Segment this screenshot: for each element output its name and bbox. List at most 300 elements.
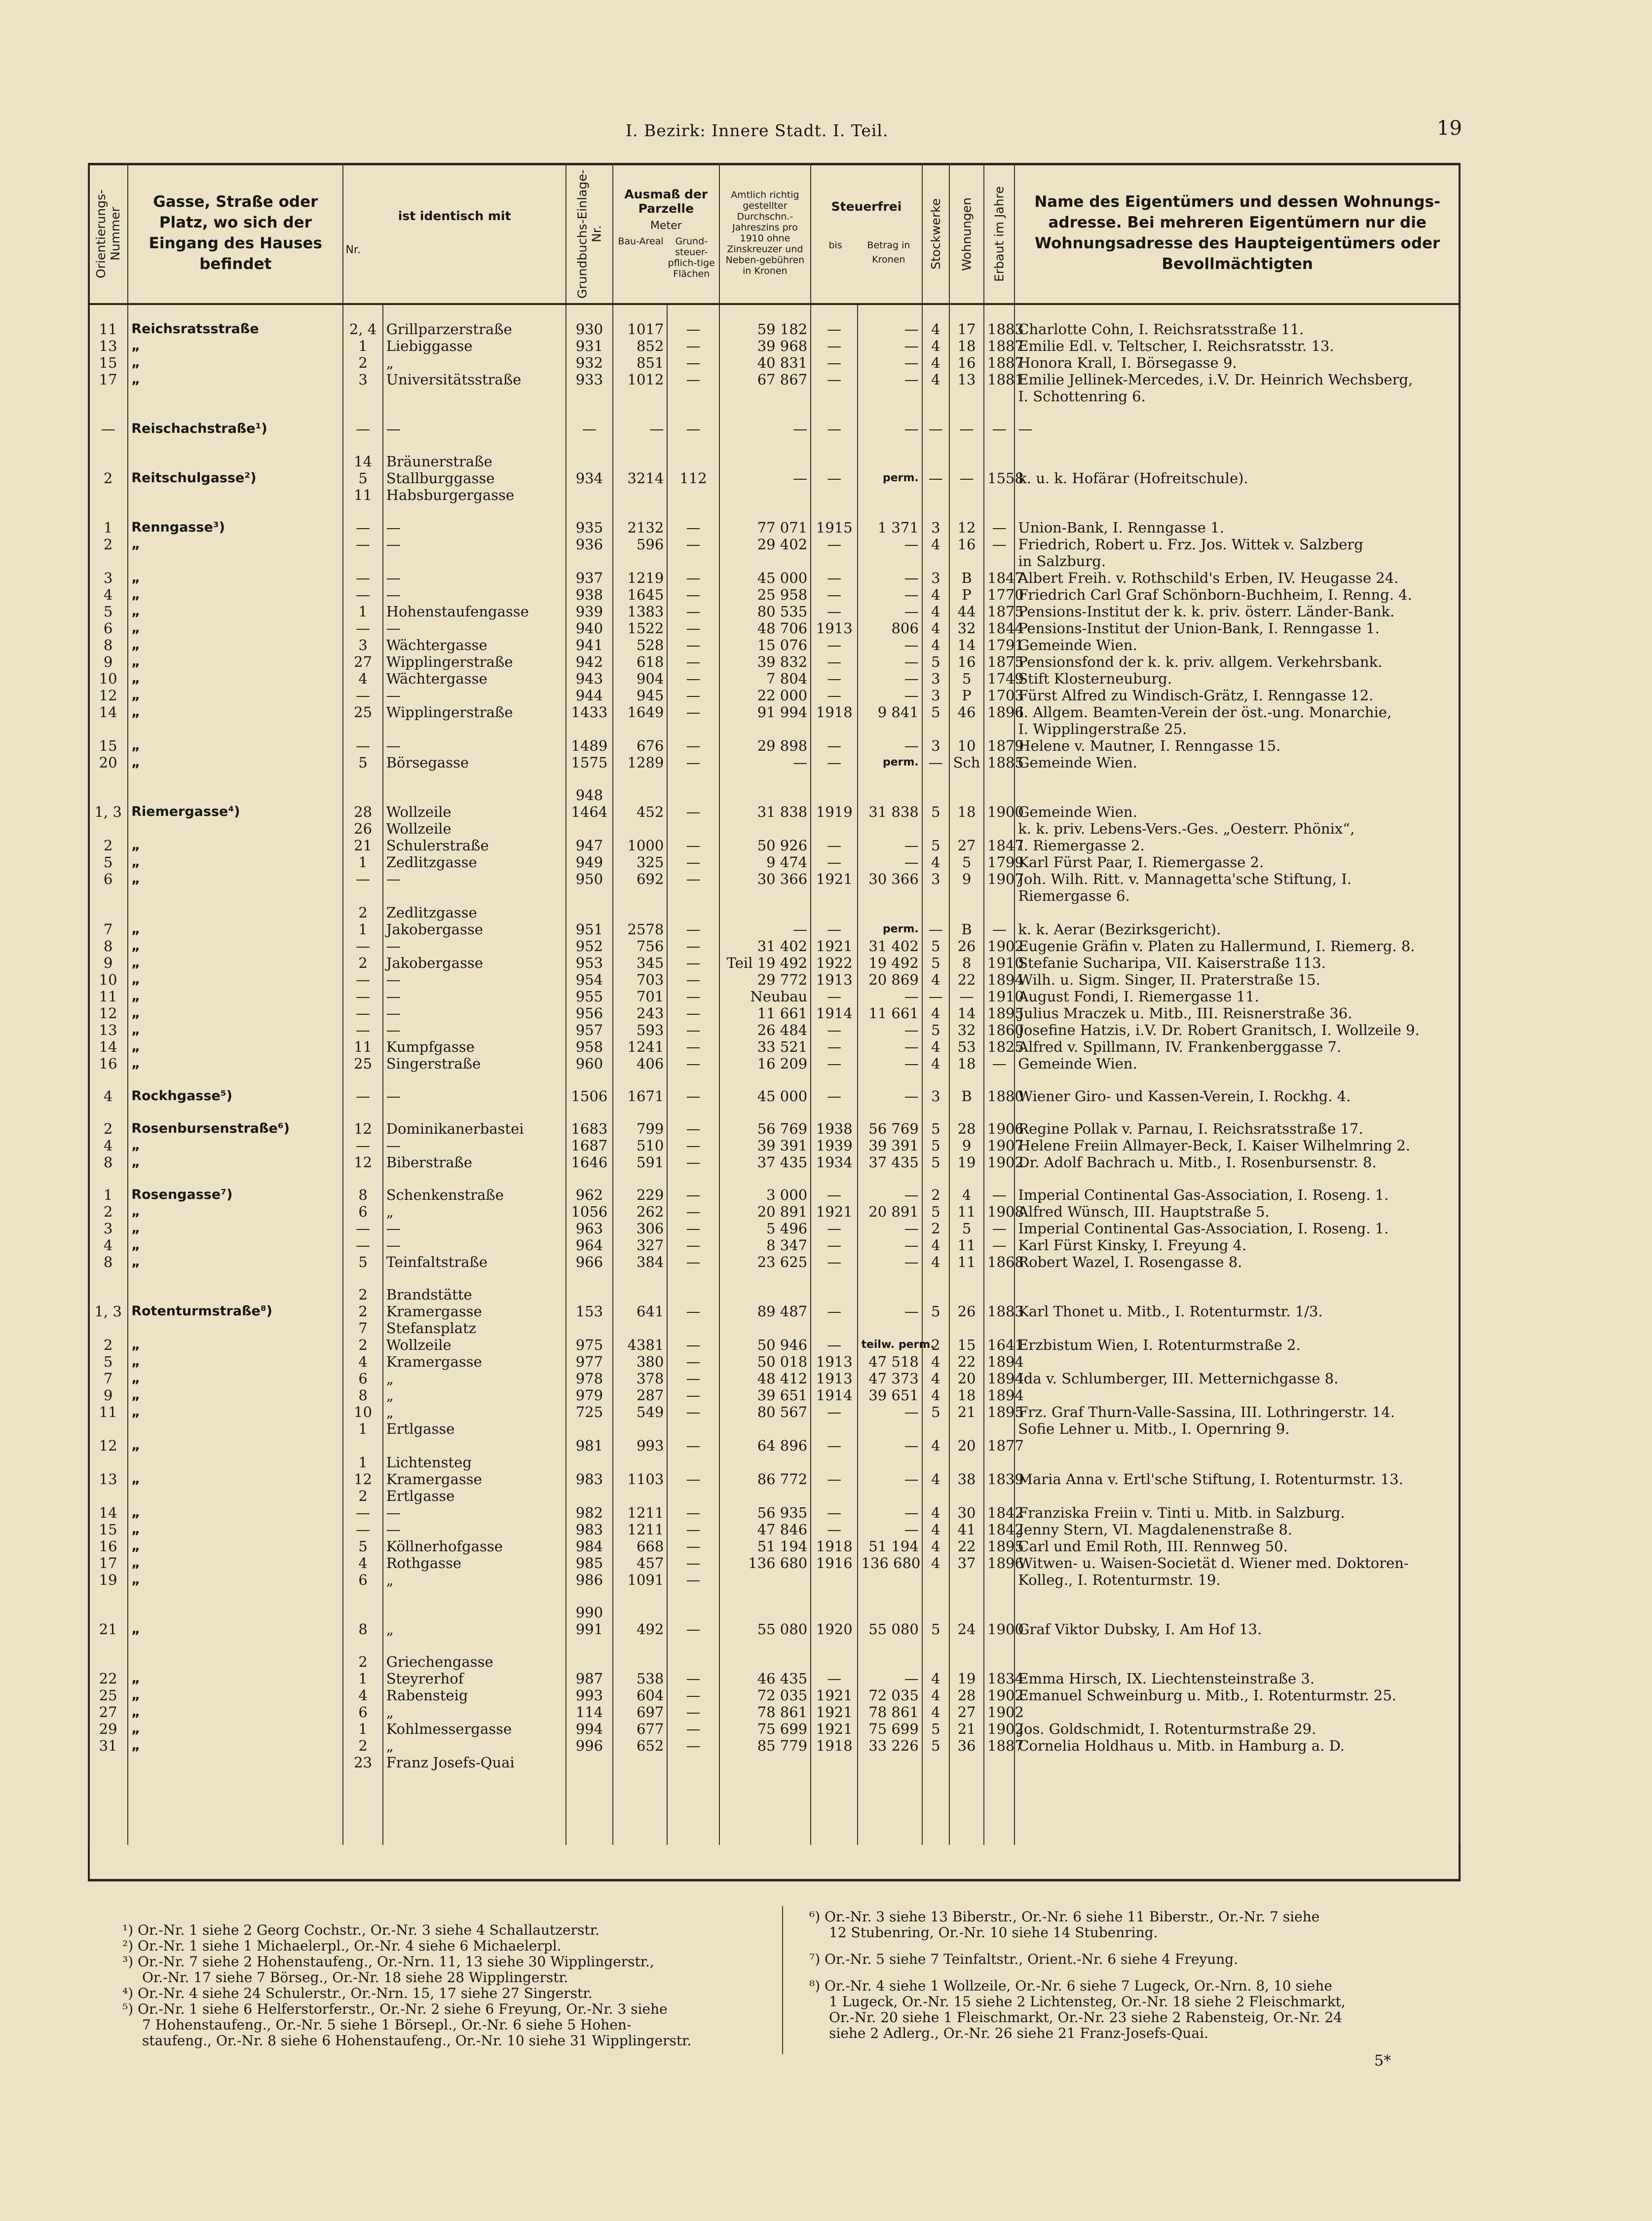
identical-cell: — [383,1005,566,1022]
nr-cell [343,405,382,421]
zins-cell: Teil 19 492 [719,955,811,971]
steuerfrei-bis-cell: 1921 [811,871,858,887]
grundflaeche-cell [667,1638,719,1653]
owner-cell: Robert Wazel, I. Rosengasse 8. [1014,1254,1460,1270]
zins-cell: — [719,754,811,771]
owner-cell: Emilie Jellinek-Mercedes, i.V. Dr. Heinrich Wechsberg, [1014,371,1460,388]
identical-cell: Wächtergasse [383,637,566,653]
identical-cell [383,787,566,804]
table-row [88,354,1460,371]
nr-cell [343,1105,382,1120]
owner-cell: Josefine Hatzis, i.V. Dr. Robert Granitsch, I. Wollzeile 9. [1014,1022,1460,1038]
street-cell: „ [128,1055,343,1072]
betrag-cell: — [858,1471,922,1488]
table-row [88,1286,1460,1303]
bauareal-cell: 406 [613,1055,667,1072]
erbaut-cell: 1894 [984,1387,1014,1404]
identical-cell [383,1072,566,1088]
nr-cell: 12 [343,1154,382,1171]
steuerfrei-bis-cell: — [811,653,858,670]
zins-cell [719,1320,811,1337]
empty-cell [667,1771,719,1845]
identical-cell [383,887,566,904]
wohnungen-cell: 38 [949,1471,984,1488]
owner-cell: Graf Viktor Dubsky, I. Am Hof 13. [1014,1621,1460,1638]
street-cell: Rockhgasse⁵) [128,1088,343,1105]
erbaut-cell: 1877 [984,1437,1014,1454]
nr-cell: 1 [343,603,382,620]
bauareal-cell: 652 [613,1737,667,1754]
stockwerke-cell: 5 [922,804,949,820]
grundflaeche-cell [667,887,719,904]
stockwerke-cell [922,1320,949,1337]
bauareal-cell: 306 [613,1220,667,1237]
grundbuch-cell: 950 [566,871,613,887]
owner-cell: Friedrich Carl Graf Schönborn-Buchheim, I. Renng. 4. [1014,586,1460,603]
zins-cell: 72 035 [719,1687,811,1704]
grundflaeche-cell: — [667,1220,719,1237]
grundbuch-cell: 939 [566,603,613,620]
orient-cell: 2 [88,470,128,487]
bauareal-cell: 692 [613,871,667,887]
street-cell: „ [128,1471,343,1488]
stockwerke-cell: 2 [922,1337,949,1353]
owner-cell: Ida v. Schlumberger, III. Metternichgasse 8. [1014,1370,1460,1387]
orient-cell [88,904,128,921]
wohnungen-cell [949,1105,984,1120]
owner-cell: Imperial Continental Gas-Association, I. Roseng. 1. [1014,1187,1460,1203]
grundbuch-cell: 962 [566,1187,613,1203]
identical-cell [383,1604,566,1621]
grundflaeche-cell: — [667,536,719,553]
stockwerke-cell [922,904,949,921]
erbaut-cell [984,405,1014,421]
zins-cell [719,1571,811,1588]
bauareal-cell: 701 [613,988,667,1005]
orient-cell: 4 [88,1137,128,1154]
grundflaeche-cell: — [667,1337,719,1353]
steuerfrei-bis-cell [811,1638,858,1653]
grundflaeche-cell [667,388,719,405]
zins-cell: 51 194 [719,1538,811,1555]
betrag-cell: — [858,1521,922,1538]
nr-cell: 5 [343,1254,382,1270]
orient-cell: 21 [88,1621,128,1638]
zins-cell: 33 521 [719,1038,811,1055]
grundbuch-cell: 983 [566,1471,613,1488]
bauareal-cell: 1289 [613,754,667,771]
col-identisch-label: ist identisch mit [398,209,511,223]
signature-mark: 5* [1374,2052,1391,2069]
grundflaeche-cell [667,1072,719,1088]
zins-cell [719,388,811,405]
orient-cell [88,771,128,787]
street-cell: „ [128,653,343,670]
wohnungen-cell [949,304,984,321]
empty-cell [566,1771,613,1845]
owner-cell: I. Allgem. Beamten-Verein der öst.-ung. Monarchie, [1014,704,1460,721]
wohnungen-cell [949,904,984,921]
stockwerke-cell [922,1638,949,1653]
identical-cell: Rabensteig [383,1687,566,1704]
erbaut-cell: 1895 [984,1005,1014,1022]
stockwerke-cell: 4 [922,1704,949,1721]
orient-cell: 19 [88,1571,128,1588]
street-cell: „ [128,586,343,603]
identical-cell: Schenkenstraße [383,1187,566,1203]
bauareal-cell: 668 [613,1538,667,1555]
owner-cell: Cornelia Holdhaus u. Mitb. in Hamburg a. D. [1014,1737,1460,1754]
grundbuch-cell [566,1171,613,1187]
street-cell: „ [128,971,343,988]
stockwerke-cell: 5 [922,837,949,854]
nr-cell: — [343,1005,382,1022]
stockwerke-cell: 4 [922,338,949,354]
stockwerke-cell: 5 [922,1120,949,1137]
zins-cell: 45 000 [719,1088,811,1105]
steuerfrei-bis-cell: — [811,1187,858,1203]
orient-cell: 5 [88,603,128,620]
betrag-cell: — [858,536,922,553]
street-cell: Riemergasse⁴) [128,804,343,820]
orient-cell [88,1638,128,1653]
orient-cell [88,887,128,904]
steuerfrei-bis-cell: 1934 [811,1154,858,1171]
bauareal-cell: 1219 [613,570,667,586]
grundbuch-cell [566,820,613,837]
erbaut-cell: 1881 [984,371,1014,388]
wohnungen-cell: 15 [949,1337,984,1353]
erbaut-cell [984,771,1014,787]
owner-cell [1014,1638,1460,1653]
grundbuch-cell: 990 [566,1604,613,1621]
zins-cell: 31 838 [719,804,811,820]
nr-cell: 1 [343,1721,382,1737]
owner-cell: k. k. Aerar (Bezirksgericht). [1014,921,1460,938]
nr-cell: — [343,988,382,1005]
table-row [88,687,1460,704]
bauareal-cell [613,304,667,321]
wohnungen-cell: P [949,687,984,704]
orient-cell: 12 [88,1437,128,1454]
street-cell: „ [128,570,343,586]
grundbuch-cell: 1056 [566,1203,613,1220]
street-cell: „ [128,854,343,871]
bauareal-cell: 327 [613,1237,667,1254]
steuerfrei-bis-cell: 1914 [811,1387,858,1404]
wohnungen-cell: 22 [949,1538,984,1555]
stockwerke-cell [922,1454,949,1471]
orient-cell [88,1588,128,1604]
stockwerke-cell [922,553,949,570]
owner-cell [1014,1704,1460,1721]
erbaut-cell: 1894 [984,971,1014,988]
erbaut-cell: — [984,1220,1014,1237]
erbaut-cell [984,453,1014,470]
orient-cell [88,388,128,405]
betrag-cell: 30 366 [858,871,922,887]
nr-cell: — [343,871,382,887]
stockwerke-cell [922,1653,949,1670]
grundflaeche-cell: — [667,804,719,820]
identical-cell: Franz Josefs-Quai [383,1754,566,1771]
zins-cell [719,787,811,804]
wohnungen-cell [949,721,984,737]
steuerfrei-bis-cell: — [811,1038,858,1055]
wohnungen-cell: B [949,570,984,586]
stockwerke-cell [922,1270,949,1286]
street-cell: „ [128,1704,343,1721]
betrag-cell: 31 838 [858,804,922,820]
zins-cell: 39 391 [719,1137,811,1154]
steuerfrei-bis-cell: — [811,321,858,338]
identical-cell: — [383,1022,566,1038]
street-cell: „ [128,670,343,687]
nr-cell: — [343,1504,382,1521]
wohnungen-cell [949,1072,984,1088]
orient-cell: 16 [88,1538,128,1555]
betrag-cell: — [858,371,922,388]
nr-cell: 2 [343,1337,382,1353]
spacer-row [88,1588,1460,1604]
stockwerke-cell [922,887,949,904]
orient-cell: 17 [88,1555,128,1571]
erbaut-cell [984,887,1014,904]
table-row [88,553,1460,570]
erbaut-cell [984,1420,1014,1437]
stockwerke-cell: 4 [922,371,949,388]
nr-cell: 4 [343,1353,382,1370]
table-row [88,1120,1460,1137]
street-cell [128,437,343,453]
street-cell: Rotenturmstraße⁸) [128,1303,343,1320]
zins-cell: 7 804 [719,670,811,687]
street-cell: „ [128,1353,343,1370]
owner-cell [1014,1437,1460,1454]
identical-cell: Kumpfgasse [383,1038,566,1055]
grundbuch-cell [566,1653,613,1670]
nr-cell: 5 [343,1538,382,1555]
erbaut-cell: 1880 [984,1088,1014,1105]
identical-cell: Steyrerhof [383,1670,566,1687]
grundflaeche-cell: — [667,837,719,854]
zins-cell: 3 000 [719,1187,811,1203]
betrag-cell: — [858,637,922,653]
zins-cell: 77 071 [719,519,811,536]
bauareal-cell: 345 [613,955,667,971]
street-cell: „ [128,637,343,653]
wohnungen-cell: 28 [949,1120,984,1137]
street-cell [128,1286,343,1303]
bauareal-cell [613,1105,667,1120]
nr-cell: — [343,938,382,955]
steuerfrei-bis-cell: — [811,421,858,437]
steuerfrei-bis-cell: 1918 [811,704,858,721]
nr-cell: 21 [343,837,382,854]
orient-cell: 11 [88,1404,128,1420]
owner-cell [1014,1072,1460,1088]
owner-cell: Wilh. u. Sigm. Singer, II. Praterstraße 15. [1014,971,1460,988]
identical-cell [383,388,566,405]
grundbuch-cell [566,1420,613,1437]
nr-cell: — [343,971,382,988]
identical-cell [383,503,566,519]
wohnungen-cell: 18 [949,1055,984,1072]
grundflaeche-cell: — [667,1721,719,1737]
grundbuch-cell: 956 [566,1005,613,1022]
street-cell: Reichsratsstraße [128,321,343,338]
owner-cell [1014,503,1460,519]
wohnungen-cell: 10 [949,737,984,754]
grundbuch-cell [566,1286,613,1303]
grundbuch-cell [566,1638,613,1653]
identical-cell: „ [383,1704,566,1721]
steuerfrei-bis-cell: — [811,536,858,553]
col-erbaut: Erbaut im Jahre [984,163,1014,304]
owner-cell: August Fondi, I. Riemergasse 11. [1014,988,1460,1005]
grundflaeche-cell: — [667,1437,719,1454]
bauareal-cell: 1383 [613,603,667,620]
stockwerke-cell: 2 [922,1220,949,1237]
zins-cell [719,1420,811,1437]
erbaut-cell [984,904,1014,921]
grundbuch-cell: 944 [566,687,613,704]
stockwerke-cell: 4 [922,586,949,603]
spacer-row [88,1072,1460,1088]
identical-cell: Wächtergasse [383,670,566,687]
wohnungen-cell [949,553,984,570]
stockwerke-cell: 4 [922,1038,949,1055]
stockwerke-cell: — [922,470,949,487]
table-row [88,321,1460,338]
nr-cell [343,1437,382,1454]
owner-cell [1014,1754,1460,1771]
steuerfrei-bis-cell [811,1604,858,1621]
street-cell [128,1754,343,1771]
owner-cell [1014,1270,1460,1286]
spacer-row [88,304,1460,321]
col-identisch [343,163,565,304]
nr-cell [343,304,382,321]
wohnungen-cell [949,1638,984,1653]
erbaut-cell: 1900 [984,1621,1014,1638]
owner-cell [1014,904,1460,921]
table-row [88,787,1460,804]
street-cell: „ [128,603,343,620]
empty-cell [811,1771,858,1845]
identical-cell [383,1588,566,1604]
nr-cell: 23 [343,1754,382,1771]
wohnungen-cell: 26 [949,938,984,955]
col-ausmass-label: Ausmaß der Parzelle [624,187,708,216]
nr-cell: 11 [343,1038,382,1055]
table-row [88,1038,1460,1055]
stockwerke-cell: 3 [922,519,949,536]
owner-cell [1014,771,1460,787]
table-row [88,1022,1460,1038]
steuerfrei-bis-cell [811,1488,858,1504]
owner-cell: Alfred v. Spillmann, IV. Frankenberggasse 7. [1014,1038,1460,1055]
steuerfrei-bis-cell: — [811,1220,858,1237]
steuerfrei-bis-cell: — [811,1303,858,1320]
street-cell [128,453,343,470]
grundflaeche-cell: 112 [667,470,719,487]
orient-cell: 14 [88,704,128,721]
stockwerke-cell [922,1588,949,1604]
betrag-cell [858,1286,922,1303]
erbaut-cell: 1894 [984,1353,1014,1370]
wohnungen-cell: 30 [949,1504,984,1521]
wohnungen-cell: 27 [949,837,984,854]
erbaut-cell [984,1270,1014,1286]
bauareal-cell: 676 [613,737,667,754]
zins-cell: 50 926 [719,837,811,854]
betrag-cell: teilw. perm. [858,1337,922,1353]
street-cell: „ [128,1022,343,1038]
table-row [88,1203,1460,1220]
erbaut-cell: 1879 [984,737,1014,754]
owner-cell: Frz. Graf Thurn-Valle-Sassina, III. Lothringerstr. 14. [1014,1404,1460,1420]
grundflaeche-cell: — [667,938,719,955]
stockwerke-cell: 4 [922,1370,949,1387]
steuerfrei-bis-cell [811,388,858,405]
erbaut-cell: 1834 [984,1670,1014,1687]
betrag-cell: 39 651 [858,1387,922,1404]
stockwerke-cell [922,1604,949,1621]
table-row [88,737,1460,754]
street-cell [128,304,343,321]
wohnungen-cell [949,787,984,804]
orient-cell: 12 [88,687,128,704]
bauareal-cell: 591 [613,1154,667,1171]
steuerfrei-bis-cell: — [811,1437,858,1454]
orient-cell: 14 [88,1038,128,1055]
betrag-cell: — [858,1088,922,1105]
identical-cell: Habsburgergasse [383,487,566,503]
table-row [88,1404,1460,1420]
spacer-row [88,1638,1460,1653]
grundflaeche-cell: — [667,871,719,887]
owner-cell [1014,453,1460,470]
orient-cell [88,787,128,804]
identical-cell: — [383,536,566,553]
betrag-cell [858,487,922,503]
nr-cell: 6 [343,1704,382,1721]
identical-cell: „ [383,1203,566,1220]
grundflaeche-cell: — [667,321,719,338]
zins-cell: 80 567 [719,1404,811,1420]
street-cell: „ [128,536,343,553]
erbaut-cell: 1906 [984,1120,1014,1137]
wohnungen-cell: 12 [949,519,984,536]
steuerfrei-bis-cell: — [811,1022,858,1038]
steuerfrei-bis-cell [811,405,858,421]
street-cell: „ [128,1220,343,1237]
owner-cell: Dr. Adolf Bachrach u. Mitb., I. Rosenbursenstr. 8. [1014,1154,1460,1171]
betrag-cell: perm. [858,921,922,938]
betrag-cell [858,503,922,519]
owner-cell: Maria Anna v. Ertl'sche Stiftung, I. Rotenturmstr. 13. [1014,1471,1460,1488]
betrag-cell: perm. [858,470,922,487]
erbaut-cell [984,1171,1014,1187]
footnote: staufeng., Or.-Nr. 8 siehe 6 Hohenstaufeng., Or.-Nr. 10 siehe 31 Wipplingerstr. [142,2032,692,2049]
zins-cell [719,820,811,837]
grundbuch-cell: 984 [566,1538,613,1555]
zins-cell: 16 209 [719,1055,811,1072]
empty-cell [613,1771,667,1845]
col-nr: Nr. [345,244,361,256]
erbaut-cell: — [984,921,1014,938]
